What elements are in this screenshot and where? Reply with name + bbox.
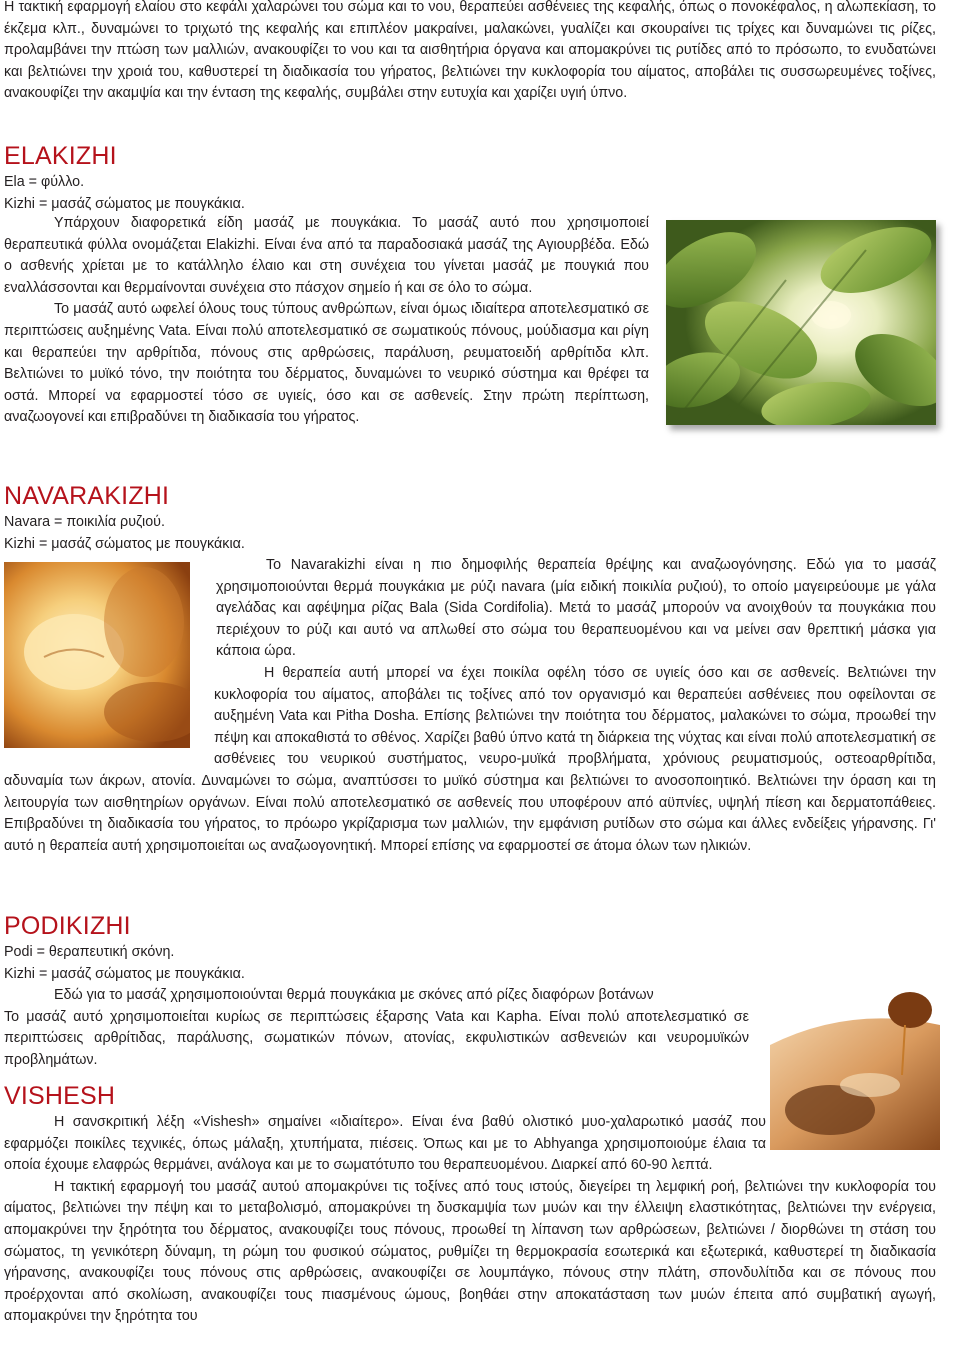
leaves-photo (666, 220, 936, 425)
elakizhi-def-ela: Ela = φύλλο. (4, 174, 85, 190)
navarakizhi-section (4, 480, 936, 555)
intro-paragraph: Η τακτική εφαρμογή ελαίου στο κεφάλι χαλαρώνει του σώμα και το νου, θεραπεύει ασθένειες της κεφαλής, όπως ο πονοκέφαλος, η αλωπεκίαση, το έκζεμα κλπ., δυναμώνει το τριχωτό της κεφαλής και επιπλέον μακραίνει, μαλακώνει, γυαλίζει και σκουραίνει τις τρίχες και δυναμώνει τις ρίζες, προλαμβάνει την πτώση των μαλλιών, ανακουφίζει το νου και τα αισθητήρια όργανα και απομακρύνει τις ρυτίδες από το πρόσωπο, το ενυδατώνει και βελτιώνει την χροιά του, καθυστερεί τη διαδικασία του γήρατος, βελτιώνει την κυκλοφορία του αίματος, αποβάλει τις συσσωρευμένες τοξίνες, ανακουφίζει την ακαμψία και την ένταση της κεφαλής, συμβάλει στην ευτυχία και χαρίζει υγιή ύπνο. (4, 0, 936, 102)
vishesh-title: VISHESH (4, 1082, 116, 1110)
elakizhi-paragraph-1: Υπάρχουν διαφορετικά είδη μασάζ με πουγκάκια. Το μασάζ αυτό που χρησιμοποιεί θεραπευτικά φύλλα ονομάζεται Elakizhi. Είναι ένα από τα παραδοσιακά μασάζ της Αγιουρβέδα. Εδώ ο ασθενής χρίεται με το κατάλληλο έλαιο και στη συνέχεια του γίνεται μασάζ με πουγκιά που εναλλάσσονται και θερμαίνονται συνέχεια στο πάσχον σημείο ή και σε όλο το σώμα. (4, 215, 649, 296)
podikizhi-title: PODIKIZHI (4, 912, 131, 940)
elakizhi-paragraph-2: Το μασάζ αυτό ωφελεί όλους τους τύπους ανθρώπων, είναι όμως ιδιαίτερα αποτελεσματικό σε περιπτώσεις αυξημένης Vata. Είναι πολύ αποτελεσματικό σε σωματικούς πόνους, μούδιασμα και ρίγη και θεραπεύει την αρθρίτιδα, πόνους στις αρθρώσεις, παράλυση, ρευματοειδή αρθρίτιδα κλπ. Βελτιώνει το μυϊκό τόνο, την ποιότητα του δέρματος, δυναμώνει το νευρικό σύστημα και θρέφει τα οστά. Μπορεί να εφαρμοστεί τόσο σε υγιείς, όσο και σε ασθενείς. Στην πρώτη περίπτωση, αναζωογονεί και επιβραδύνει τη διαδικασία του γήρατος. (4, 301, 649, 426)
navarakizhi-body (4, 663, 936, 857)
elakizhi-title: ELAKIZHI (4, 142, 117, 170)
vishesh-paragraph-1: Η σανσκριτική λέξη «Vishesh» σημαίνει «ιδιαίτερο». Είναι ένα βαθύ ολιστικό μυο-χαλαρωτικό μασάζ που εφαρμόζει ποικίλες τεχνικές, όπως μάλαξη, χτυπήματα, πιέσεις. Όπως και με το Abhyanga χρησιμοποιούμε έλαια τα οποία έχουμε ελαφρώς θερμάνει, ανάλογα και με το σωματότυπο του θεραπευομένου. Διαρκεί από 60-90 λεπτά. (4, 1114, 766, 1174)
elakizhi-def-kizhi: Kizhi = μασάζ σώματος με πουγκάκια. (4, 195, 245, 212)
navarakizhi-def-navara: Navara = ποικιλία ρυζιού. (4, 514, 165, 530)
podikizhi-def-kizhi: Kizhi = μασάζ σώματος με πουγκάκια. (4, 965, 245, 982)
navarakizhi-paragraph-1: Το Navarakizhi είναι η πιο δημοφιλής θεραπεία θρέψης και αναζωογόνησης. Εδώ για το μασάζ χρησιμοποιούνται θερμά πουγκάκια με ρύζι navara (μία ειδική ποικιλία ρυζιού), το οποίο μαγειρεύουμε με γάλα αγελάδας και αφέψημα ρίζας Bala (Sida Cordifolia). Μετά το μασάζ μπορούν να ανοιχθούν τα πουγκάκια που περιέχουν το ρύζι και αυτό να απλωθεί στο σώμα του θεραπευομένου και να μείνει σαν θρεπτική μάσκα για κάποια ώρα. (216, 557, 936, 660)
podikizhi-paragraph-1: Εδώ για το μασάζ χρησιμοποιούνται θερμά πουγκάκια με σκόνες από ρίζες διαφόρων βοτάνων (54, 987, 654, 1004)
vishesh-section (4, 1080, 936, 1328)
navarakizhi-title: NAVARAKIZHI (4, 482, 170, 510)
elakizhi-section (4, 140, 936, 215)
navarakizhi-body-top (216, 555, 936, 663)
podikizhi-def-podi: Podi = θεραπευτική σκόνη. (4, 944, 175, 960)
intro-section (4, 0, 936, 105)
navarakizhi-def-kizhi: Kizhi = μασάζ σώματος με πουγκάκια. (4, 535, 245, 552)
elakizhi-body (4, 213, 649, 429)
podikizhi-paragraph-2: Το μασάζ αυτό χρησιμοποιείται κυρίως σε περιπτώσεις έξαρσης Vata και Kapha. Είναι πολύ αποτελεσματικό σε περιπτώσεις αρθρίτιδας, παράλυσης, σωματικών πόνων, ατονίας, εκφυλιστικών ασθενειών και νευρομυϊκών προβλημάτων. (4, 1008, 749, 1068)
podikizhi-body (4, 985, 749, 1071)
navarakizhi-paragraph-2: Η θεραπεία αυτή μπορεί να έχει ποικίλα οφέλη τόσο σε υγιείς όσο και σε ασθενείς. Βελτιώνει την κυκλοφορία του αίματος, αποβάλει τις τοξίνες από τον οργανισμό και θεραπεύει ασθένειες που οφείλονται σε αυξημένη Vata και Pitha Dosha. Επίσης βελτιώνει την ποιότητα του δέρματος, μαλακώνει το σώμα, προωθεί την πέψη και αποκαθιστά το σθένος. Χαρίζει βαθύ ύπνο κατά τη διάρκεια της νύχτας και είναι πολύ αποτελεσματική σε ασθένειες του νευρικού συστήματος, νευρο-μυϊκά προβλήματα, χρόνιους ρευματισμούς, οστεοαρθρίτιδα, αδυναμία των άκρων, ατονία. Δυναμώνει το σώμα, αναπτύσσει το μυϊκό σύστημα και βελτιώνει το ανοσοποιητικό. Βελτιώνει την όραση και τη λειτουργία των αισθητηρίων οργάνων. Είναι πολύ αποτελεσματικό σε ασθενείς που υποφέρουν από αϋπνίες, υψηλή πίεση και δερματοπάθειες. Επιβραδύνει τη διαδικασία του γήρατος, το πρόωρο γκρίζαρισμα των μαλλιών, την εμφάνιση ρυτίδων στο σώμα και άλλες ενδείξεις γήρανσης. Γι' αυτό η θεραπεία αυτή χρησιμοποιείται ως αναζωογονητική. Μπορεί επίσης να εφαρμοστεί σε άτομα όλων των ηλικιών. (4, 665, 936, 854)
vishesh-paragraph-2: Η τακτική εφαρμογή του μασάζ αυτού απομακρύνει τις τοξίνες από τους ιστούς, διεγείρει τη λεμφική ροή, βελτιώνει την κυκλοφορία του αίματος, βελτιώνει την πέψη και το μεταβολισμό, απομακρύνει τη δυσκαμψία των μυών και την έλλειψη ελαστικότητας, βελτιώνει την ενέργεια, απομακρύνει την ξηρότητα του δέρματος, ανακουφίζει τους πόνους, προωθεί τη λίπανση των αρθρώσεων, βελτιώνει / διορθώνει τη στάση του σώματος, τη γενικότερη δύναμη, τη ρώμη του φυσικού σώματος, ρυθμίζει τη θερμοκρασία εσωτερικά και εξωτερικά, καθυστερεί τη διαδικασία γήρανσης, ανακουφίζει τους πόνους στις αρθρώσεις, ανακουφίζει σε λουμπάγκο, πόνους στην πλάτη, σπονδυλίτιδα και σε πόνους που προέρχονται από σκολίωση, ανακουφίζει τους πιασμένους ώμους, βοηθάει στην αποκατάσταση των μυών έπειτα από συμβατική αγωγή, απομακρύνει την ξηρότητα του (4, 1178, 936, 1325)
